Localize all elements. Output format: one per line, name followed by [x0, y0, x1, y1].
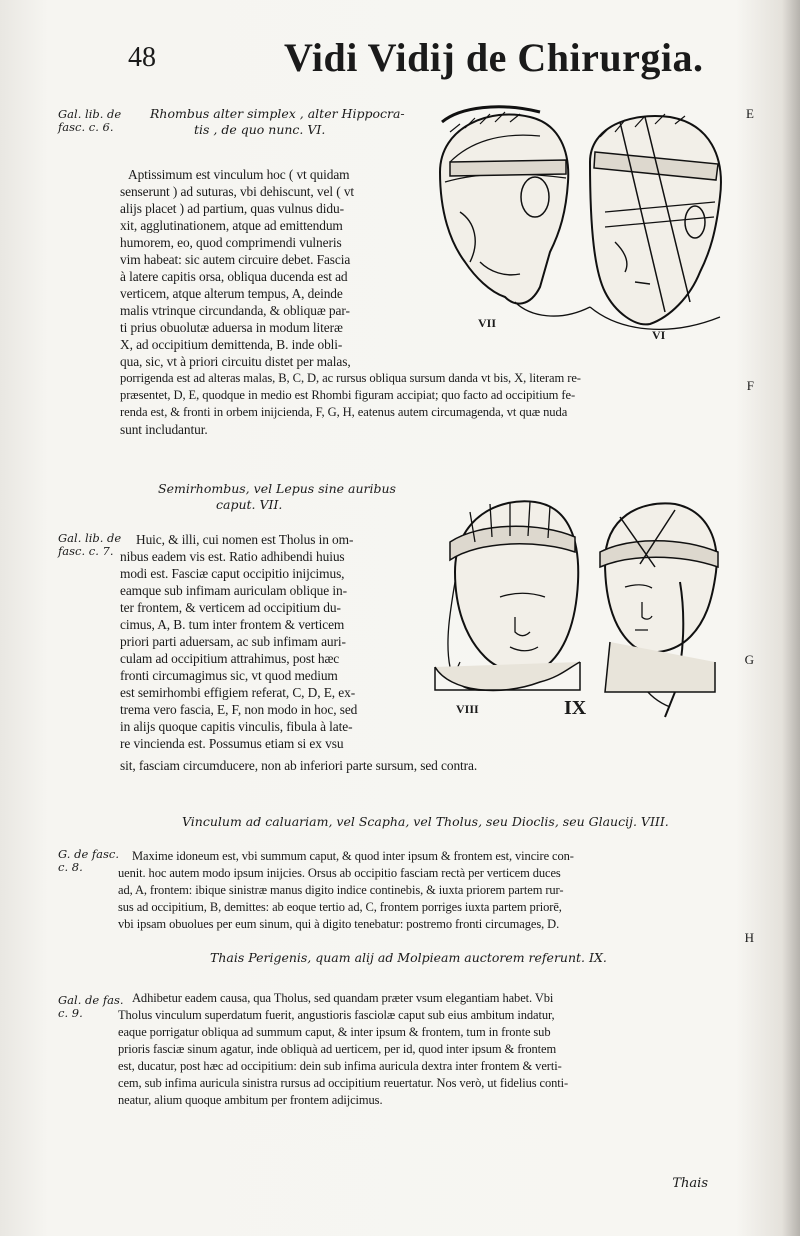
text-line: sit, fasciam circumducere, non ab inferiori parte sursum, sed contra. — [120, 758, 478, 773]
text-line: Tholus vinculum superdatum fuerit, angustioris fasciolæ caput sub eius ambitum indatur, — [118, 1008, 555, 1022]
section-heading: Semirhombus, vel Lepus sine auribus caput. VII. — [158, 481, 396, 512]
figure-label: VII — [478, 316, 497, 330]
text-line: cimus, A, B. tum inter frontem & verticem — [120, 617, 345, 632]
catchword: Thais — [672, 1176, 708, 1191]
text-line: re vincienda est. Possumus etiam si ex vsu — [120, 736, 344, 751]
text-line: culam ad occipitium attrahimus, post hæc — [120, 651, 340, 666]
figure-bandaged-heads-viii-ix — [430, 492, 730, 724]
text-line: senserunt ) ad suturas, vbi dehiscunt, vel ( vt — [120, 184, 355, 199]
text-line: renda est, & fronti in orbem inijcienda, F, G, H, eatenus autem circumagenda, vt quæ nuda — [120, 405, 568, 419]
text-line: est, ducatur, post hæc ad occipitium: dein sub infima auricula dextra inter frontem & verti- — [118, 1059, 562, 1073]
margin-note: Gal. lib. de fasc. c. 6. — [58, 107, 122, 134]
section-heading: Thais Perigenis, quam alij ad Molpieam auctorem referunt. IX. — [210, 950, 607, 965]
text-line: eamque sub infimam auriculam oblique in- — [120, 583, 347, 598]
text-line: Maxime idoneum est, vbi summum caput, & quod inter ipsum & frontem est, vincire con- — [132, 849, 574, 863]
figure-label: IX — [564, 697, 587, 719]
woodcut-heads-icon — [430, 492, 730, 724]
figure-label: VIII — [456, 702, 479, 716]
text-line: ter frontem, & verticem ad occipitium du- — [120, 600, 341, 615]
text-line: præsentet, D, E, quodque in medio est Rhombi figuram accipiat; quo facto ad occipitium fe- — [120, 388, 576, 402]
text-line: trema vero fascia, E, F, non modo in hoc, sed — [120, 702, 358, 717]
text-line: Adhibetur eadem causa, qua Tholus, sed quandam præter vsum elegantiam habet. Vbi — [132, 991, 554, 1005]
text-line: Huic, & illi, cui nomen est Tholus in om- — [136, 532, 354, 547]
text-line: uenit. hoc autem modo ipsum inijcies. Orsus ab occipitio fasciam rectà per verticem duces — [118, 866, 561, 880]
text-line: in alijs quoque capitis vinculis, fibula à late- — [120, 719, 353, 734]
text-line: Aptissimum est vinculum hoc ( vt quidam — [128, 167, 350, 182]
text-line: porrigenda est ad alteras malas, B, C, D, ac rursus obliqua sursum danda vt bis, X, literam re- — [120, 371, 581, 385]
margin-note: Gal. de fas. c. 9. — [58, 993, 124, 1020]
section-heading: Vinculum ad caluariam, vel Scapha, vel Tholus, seu Dioclis, seu Glaucij. VIII. — [182, 814, 669, 829]
text-line: vbi ipsam obuolues per eum sinum, qui à digito tenebatur: postremo fronti circumages, D. — [118, 917, 560, 931]
text-line: modi est. Fasciæ caput occipitio inijcimus, — [120, 566, 345, 581]
figure-bandaged-heads-vi-vii — [420, 102, 740, 342]
text-line: priori parti aduersam, ac sub infimam auri- — [120, 634, 346, 649]
section-heading: Rhombus alter simplex , alter Hippocra- tis , de quo nunc. VI. — [150, 106, 405, 137]
text-line: est semirhombi effigiem referat, C, D, E, ex- — [120, 685, 356, 700]
text-line: sus ad occipitium, B, demittes: ab eoque tertio ad, C, frontem porriges iuxta partem priorē, — [118, 900, 562, 914]
text-line: vim habeat: sic autem circuire debet. Fascia — [120, 252, 351, 267]
text-line: ad, A, frontem: ibique sinistræ manus digito indice continebis, & iuxta priorem partem rur- — [118, 883, 564, 897]
text-line: prioris fasciæ sinum agatur, inde obliquà ad uerticem, per id, quod inter ipsum & frontem — [118, 1042, 557, 1056]
margin-note: Gal. lib. de fasc. c. 7. — [58, 531, 122, 558]
margin-letter: E — [746, 106, 754, 121]
page-number: 48 — [128, 42, 156, 73]
text-line: cem, sub infima auricula sinistra rursus ad occipitium reuertatur. Nos verò, ut fidelius conti- — [118, 1076, 569, 1090]
text-line: qua, sic, vt à priori circuitu distet per malas, — [120, 354, 351, 369]
text-line: verticem, atque alterum tempus, A, deinde — [120, 286, 343, 301]
woodcut-heads-icon — [420, 102, 740, 342]
figure-label: VI — [652, 328, 666, 342]
text-line: ti prius obuolutæ aduersa in modum literæ — [120, 320, 343, 335]
text-line: fronti circumagimus sic, vt quod medium — [120, 668, 338, 683]
book-title: Vidi Vidij de Chirurgia. — [284, 35, 704, 80]
margin-note: G. de fasc. c. 8. — [58, 847, 120, 874]
text-line: neatur, alium quoque ambitum per frontem adijcimus. — [118, 1093, 383, 1107]
text-line: humorem, eo, quod comprimendi vulneris — [120, 235, 342, 250]
text-line: xit, agglutinationem, atque ad emittendum — [120, 218, 343, 233]
text-line: malis vtrinque circundanda, & obliquæ par- — [120, 303, 350, 318]
text-line: sunt includantur. — [120, 422, 208, 437]
text-line: alijs placet ) ad partium, quas vulnus didu- — [120, 201, 344, 216]
margin-letter: G — [744, 652, 754, 667]
page-edge-shadow — [782, 0, 800, 1236]
text-line: à latere capitis orsa, obliqua ducenda est ad — [120, 269, 348, 284]
text-line: X, ad occipitium demittenda, B. inde obli- — [120, 337, 343, 352]
margin-letter: H — [744, 930, 754, 945]
running-head — [120, 34, 704, 84]
text-line: nibus eadem vis est. Ratio adhibendi huius — [120, 549, 345, 564]
text-line: eaque porrigatur obliqua ad summum caput, & inter ipsum & frontem, tum in fronte sub — [118, 1025, 551, 1039]
margin-letter: F — [746, 378, 754, 393]
